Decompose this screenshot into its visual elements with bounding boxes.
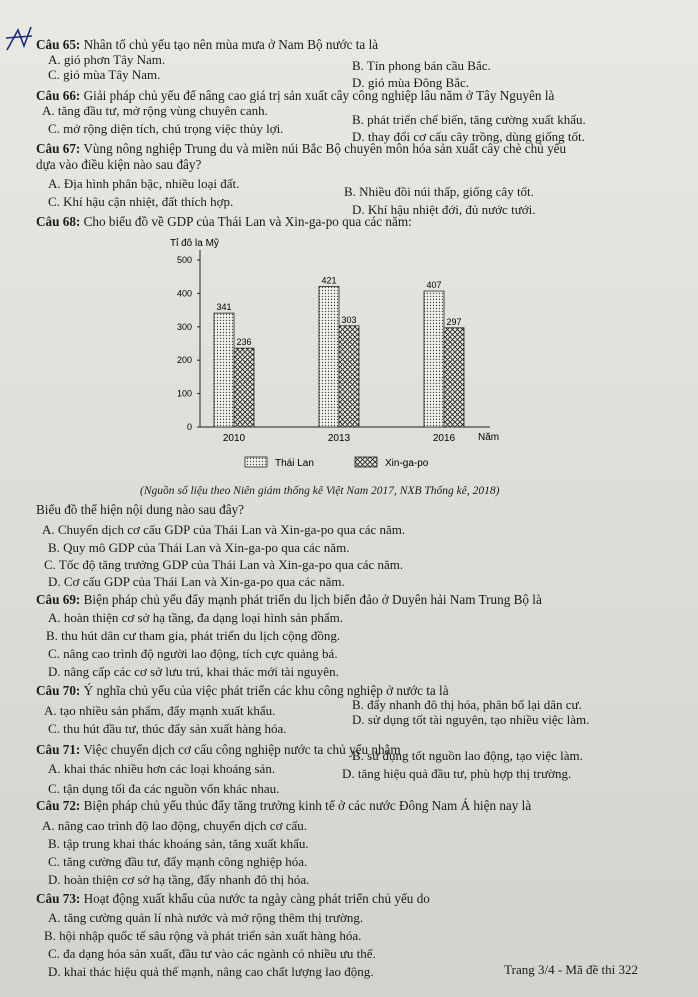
question-67-cont: dựa vào điều kiện nào sau đây? <box>36 157 202 172</box>
x-tick-label: 2016 <box>432 433 456 444</box>
q72-option-c[interactable]: C. tăng cường đầu tư, đẩy mạnh công nghiệp hóa. <box>48 854 308 869</box>
legend-label: Thái Lan <box>275 458 314 469</box>
bar-thailand-2016 <box>424 291 444 427</box>
y-tick-label: 200 <box>176 355 192 366</box>
x-tick-label: 2013 <box>327 433 351 444</box>
q72-option-d[interactable]: D. hoàn thiện cơ sở hạ tầng, đẩy nhanh đô thị hóa. <box>48 872 310 887</box>
q69-option-d[interactable]: D. nâng cấp các cơ sở lưu trú, khai thác mới tài nguyên. <box>48 664 339 679</box>
q67-option-d[interactable]: D. Khí hậu nhiệt đới, đủ nước tưới. <box>352 202 536 217</box>
bar-singapore-2013 <box>339 326 359 427</box>
q73-option-a[interactable]: A. tăng cường quản lí nhà nước và mở rộng thêm thị trường. <box>48 910 364 925</box>
bar-singapore-2016 <box>444 328 464 427</box>
q70-option-a[interactable]: A. tạo nhiều sản phẩm, đẩy mạnh xuất khẩu. <box>44 703 276 718</box>
q68-option-c[interactable]: C. Tốc độ tăng trưởng GDP của Thái Lan và Xin-ga-po qua các năm. <box>44 557 404 572</box>
q73-option-d[interactable]: D. khai thác hiệu quả thế mạnh, nâng cao chất lượng lao động. <box>48 964 374 979</box>
q66-option-c[interactable]: C. mở rộng diện tích, chú trọng việc thủy lợi. <box>48 121 284 136</box>
question-label: Câu 69: <box>36 592 81 607</box>
y-tick-label: 500 <box>176 255 192 265</box>
y-tick-label: 0 <box>186 422 192 432</box>
q66-option-d[interactable]: D. thay đổi cơ cấu cây trồng, dùng giống tốt. <box>352 129 585 144</box>
q65-option-a[interactable]: A. gió phơn Tây Nam. <box>48 52 166 67</box>
chart-source: (Nguồn số liệu theo Niên giám thống kê Việt Nam 2017, NXB Thống kê, 2018) <box>140 485 500 497</box>
bar-thailand-2013 <box>319 286 339 427</box>
q71-option-a[interactable]: A. khai thác nhiều hơn các loại khoáng sản. <box>48 761 276 776</box>
question-text: Vùng nông nghiệp Trung du và miền núi Bắc Bộ chuyên môn hóa sản xuất cây chè chủ yếu <box>83 141 567 156</box>
pen-mark-icon <box>4 24 34 54</box>
bar-value-label: 297 <box>446 316 462 327</box>
q70-option-c[interactable]: C. thu hút đầu tư, thúc đẩy sản xuất hàng hóa. <box>48 721 287 736</box>
q66-option-b[interactable]: B. phát triển chế biến, tăng cường xuất khẩu. <box>352 112 586 127</box>
y-axis-label: Tỉ đô la Mỹ <box>170 238 219 249</box>
q68-option-d[interactable]: D. Cơ cấu GDP của Thái Lan và Xin-ga-po qua các năm. <box>48 574 345 589</box>
question-label: Câu 71: <box>36 742 81 757</box>
q67-option-c[interactable]: C. Khí hậu cận nhiệt, đất thích hợp. <box>48 194 234 209</box>
question-69 <box>36 592 542 608</box>
bar-value-label: 421 <box>321 275 337 286</box>
q72-option-b[interactable]: B. tập trung khai thác khoáng sản, tăng xuất khẩu. <box>48 836 309 851</box>
gdp-bar-chart <box>150 232 530 482</box>
bar-thailand-2010 <box>214 313 234 427</box>
y-tick-label: 300 <box>176 321 192 332</box>
q68-prompt: Biểu đồ thể hiện nội dung nào sau đây? <box>36 502 245 517</box>
bar-value-label: 407 <box>426 280 442 291</box>
q65-option-b[interactable]: B. Tín phong bán cầu Bắc. <box>352 58 491 73</box>
legend-swatch <box>245 457 267 467</box>
question-label: Câu 70: <box>36 683 81 698</box>
q69-option-b[interactable]: B. thu hút dân cư tham gia, phát triển du lịch cộng đồng. <box>46 628 341 643</box>
question-66 <box>36 88 554 104</box>
question-text: Biện pháp chủ yếu đẩy mạnh phát triển du lịch biển đảo ở Duyên hải Nam Trung Bộ là <box>83 592 542 607</box>
question-label: Câu 67: <box>36 141 81 156</box>
q71-option-c[interactable]: C. tận dụng tối đa các nguồn vốn khác nhau. <box>48 781 280 796</box>
q73-option-c[interactable]: C. đa dạng hóa sản xuất, đầu tư vào các ngành có nhiều ưu thế. <box>48 946 376 961</box>
q70-option-b[interactable]: B. đẩy nhanh đô thị hóa, phân bố lại dân cư. <box>352 697 582 712</box>
question-text: Ý nghĩa chủ yếu của việc phát triển các khu công nghiệp ở nước ta là <box>83 683 449 698</box>
q65-option-c[interactable]: C. gió mùa Tây Nam. <box>48 67 161 82</box>
q72-option-a[interactable]: A. nâng cao trình độ lao động, chuyển dịch cơ cấu. <box>42 818 307 833</box>
question-71 <box>36 742 401 758</box>
q67-option-b[interactable]: B. Nhiều đồi núi thấp, giống cây tốt. <box>344 184 534 199</box>
question-73 <box>36 891 430 907</box>
q73-option-b[interactable]: B. hội nhập quốc tế sâu rộng và phát triển sản xuất hàng hóa. <box>44 928 362 943</box>
question-label: Câu 73: <box>36 891 81 906</box>
legend-swatch <box>355 457 377 467</box>
question-text: Giải pháp chủ yếu để nâng cao giá trị sản xuất cây công nghiệp lâu năm ở Tây Nguyên là <box>83 88 555 103</box>
legend-label: Xin-ga-po <box>385 458 429 469</box>
q65-option-d[interactable]: D. gió mùa Đông Bắc. <box>352 75 469 90</box>
question-text: Việc chuyển dịch cơ cấu công nghiệp nước ta chủ yếu nhằm <box>83 742 401 757</box>
q71-option-d[interactable]: D. tăng hiệu quả đầu tư, phù hợp thị trường. <box>342 766 572 781</box>
question-label: Câu 68: <box>36 214 81 229</box>
q71-option-b[interactable]: B. sử dụng tốt nguồn lao động, tạo việc làm. <box>352 748 583 763</box>
x-tick-label: 2010 <box>222 433 246 444</box>
page-footer: Trang 3/4 - Mã đề thi 322 <box>504 962 638 977</box>
bar-value-label: 236 <box>236 337 252 348</box>
y-tick-label: 100 <box>176 388 192 399</box>
x-axis-label: Năm <box>478 432 500 443</box>
question-label: Câu 66: <box>36 88 81 103</box>
question-label: Câu 72: <box>36 798 81 813</box>
q66-option-a[interactable]: A. tăng đầu tư, mở rộng vùng chuyên canh. <box>42 103 268 118</box>
question-72 <box>36 798 531 814</box>
bar-value-label: 341 <box>216 302 232 313</box>
bar-singapore-2010 <box>234 348 254 427</box>
q67-option-a[interactable]: A. Địa hình phân bậc, nhiều loại đất. <box>48 176 240 191</box>
question-label: Câu 65: <box>36 37 81 52</box>
question-67 <box>36 141 566 157</box>
question-65 <box>36 37 378 53</box>
q69-option-c[interactable]: C. nâng cao trình độ người lao động, tích cực quảng bá. <box>48 646 338 661</box>
q69-option-a[interactable]: A. hoàn thiện cơ sở hạ tầng, đa dạng loại hình sản phẩm. <box>48 610 343 625</box>
bar-value-label: 303 <box>341 314 357 325</box>
q70-option-d[interactable]: D. sử dụng tốt tài nguyên, tạo nhiều việc làm. <box>352 712 590 727</box>
question-68 <box>36 214 412 230</box>
q68-option-a[interactable]: A. Chuyển dịch cơ cấu GDP của Thái Lan và Xin-ga-po qua các năm. <box>42 522 406 537</box>
question-text: Biện pháp chủ yếu thúc đẩy tăng trưởng kinh tế ở các nước Đông Nam Á hiện nay là <box>83 798 532 813</box>
question-text: Hoạt động xuất khẩu của nước ta ngày càng phát triển chủ yếu do <box>83 891 430 906</box>
question-text: Cho biểu đồ về GDP của Thái Lan và Xin-ga-po qua các năm: <box>83 214 412 229</box>
y-tick-label: 400 <box>176 288 192 299</box>
question-text: Nhân tố chủ yếu tạo nên mùa mưa ở Nam Bộ nước ta là <box>83 37 379 52</box>
q68-option-b[interactable]: B. Quy mô GDP của Thái Lan và Xin-ga-po qua các năm. <box>48 540 350 555</box>
